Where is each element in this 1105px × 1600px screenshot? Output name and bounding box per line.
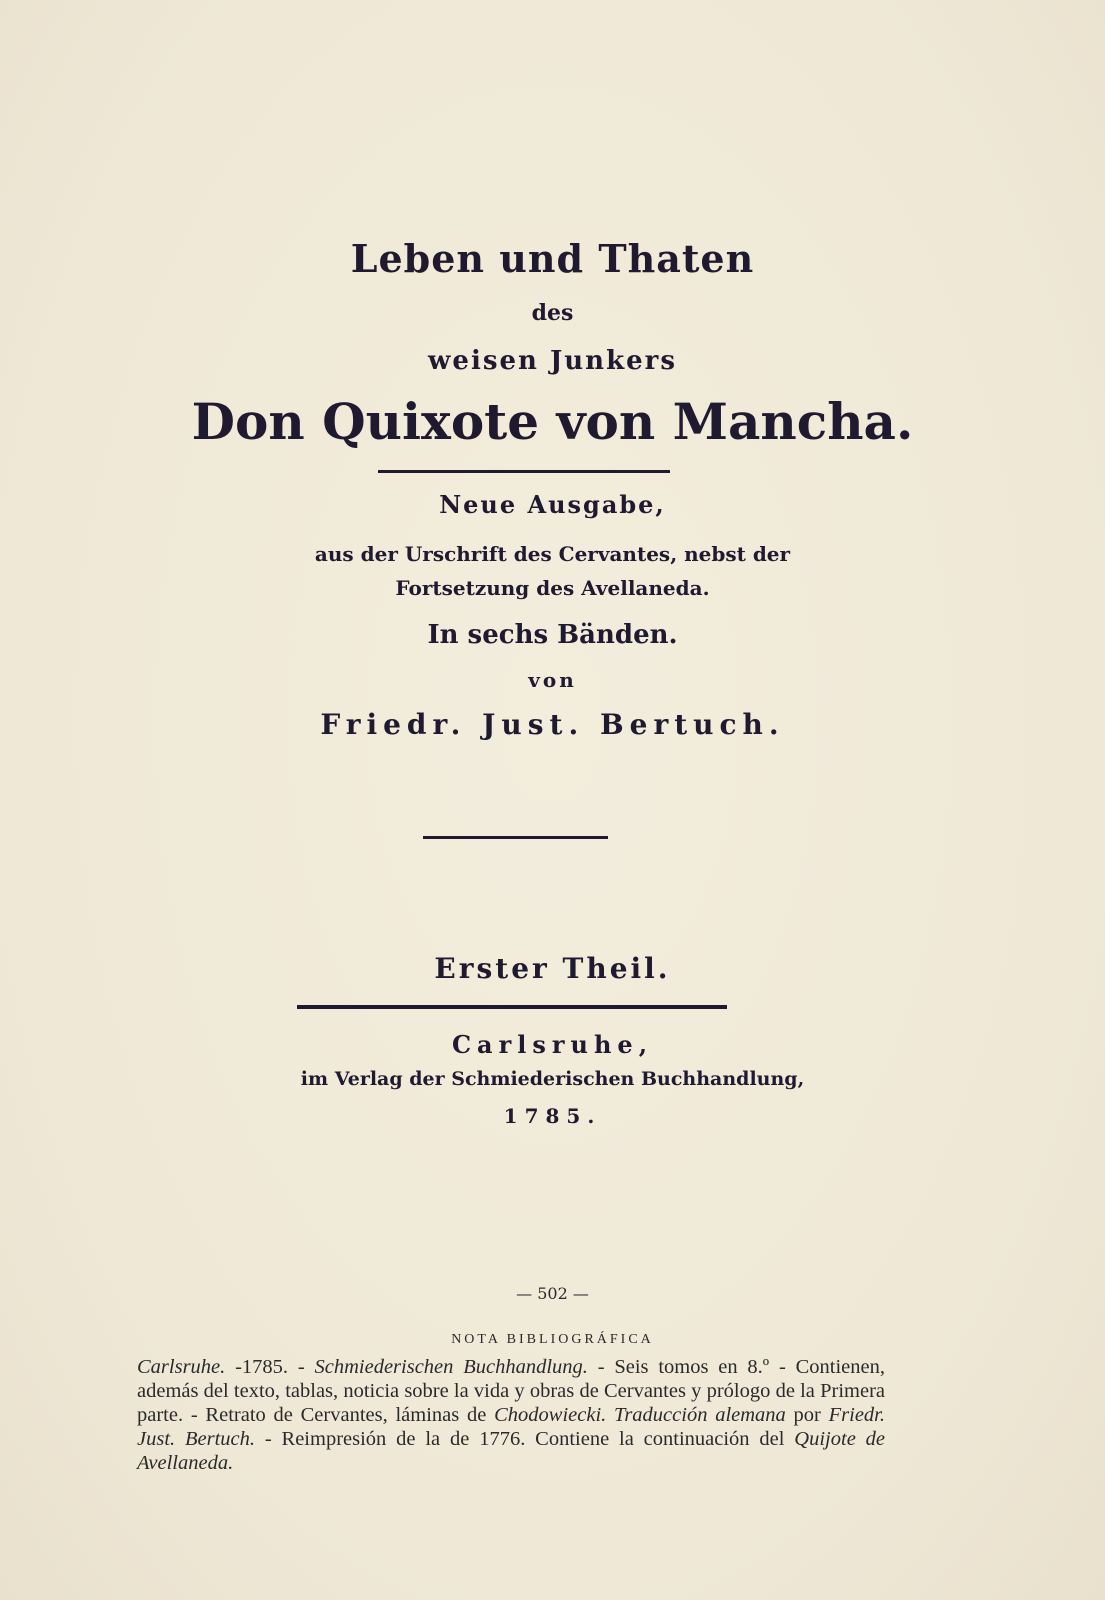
divider-rule-1	[378, 470, 670, 473]
nota-translation: Traducción alemana	[614, 1404, 786, 1426]
divider-rule-3	[297, 1005, 727, 1009]
title-line-neue-ausgabe: Neue Ausgabe,	[439, 490, 666, 519]
nota-illustrator: Chodowiecki.	[494, 1404, 607, 1426]
nota-avellaneda: Quijote de Avellaneda.	[137, 1428, 885, 1474]
nota-place: Carlsruhe.	[137, 1356, 226, 1378]
title-line-des: des	[531, 300, 574, 326]
imprint-publisher: im Verlag der Schmiederischen Buchhandlung,	[300, 1068, 805, 1090]
title-line-urschrift: aus der Urschrift des Cervantes, nebst der	[314, 542, 791, 566]
nota-translator: Friedr. Just. Bertuch.	[137, 1404, 886, 1450]
imprint-year: 1785.	[503, 1104, 602, 1128]
title-line-author: Friedr. Just. Bertuch.	[320, 708, 785, 741]
title-line-sechs-baenden: In sechs Bänden.	[427, 620, 678, 650]
title-line-weisen-junkers: weisen Junkers	[428, 346, 677, 376]
nota-text-1: -1785. -	[225, 1356, 315, 1378]
page-number: — 502 —	[516, 1284, 589, 1303]
title-line-don-quixote: Don Quixote von Mancha.	[191, 392, 914, 451]
title-line-leben-und-thaten: Leben und Thaten	[350, 236, 755, 281]
nota-body	[137, 1355, 885, 1475]
nota-heading: NOTA BIBLIOGRÁFICA	[451, 1332, 654, 1347]
nota-text-2: - Seis tomos en 8.º - Contienen, además del texto, tablas, noticia sobre la vida y obras de Cervantes y prólogo de la Primera parte. - Retrato de Cervantes, láminas de	[137, 1356, 885, 1426]
title-line-von: von	[528, 668, 577, 692]
nota-publisher: Schmiederischen Buchhandlung.	[314, 1356, 588, 1378]
title-line-fortsetzung: Fortsetzung des Avellaneda.	[395, 576, 710, 600]
divider-rule-2	[423, 836, 608, 839]
nota-text-3: - Reimpresión de la de 1776. Contiene la continuación del	[255, 1428, 795, 1450]
title-line-part: Erster Theil.	[434, 952, 671, 985]
imprint-place: Carlsruhe,	[451, 1030, 654, 1059]
nota-por: por	[785, 1404, 829, 1426]
nota-space	[606, 1404, 614, 1426]
